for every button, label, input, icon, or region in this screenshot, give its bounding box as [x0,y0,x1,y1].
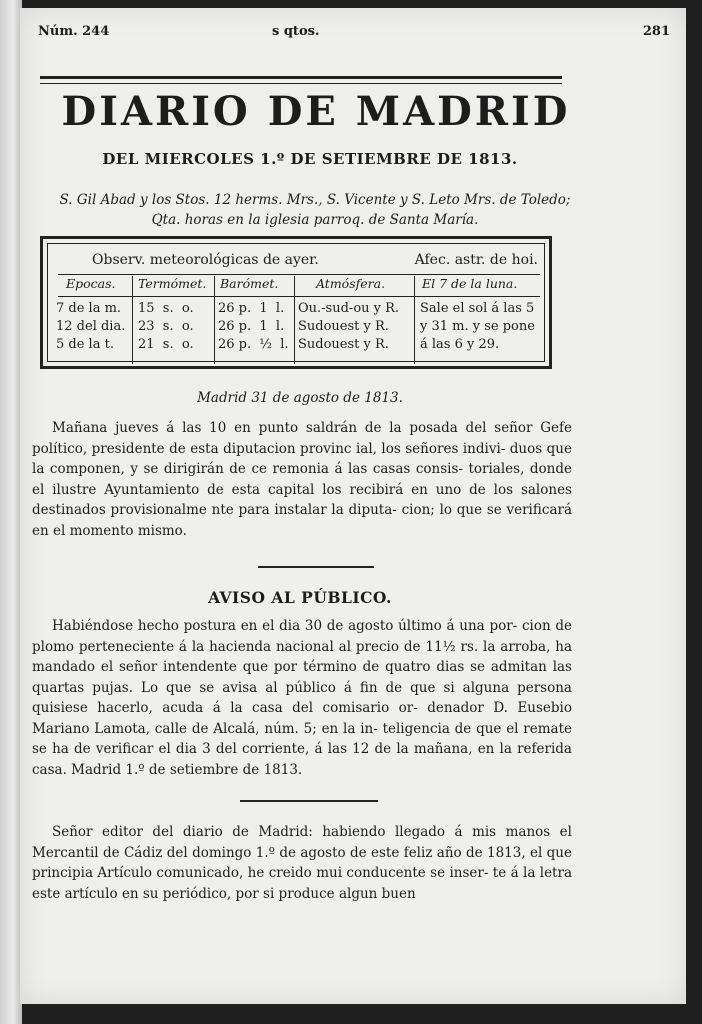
meteorology-inner-border [47,243,545,362]
row-0-baro: 26 p. 1 l. [218,301,285,316]
col-atmosfera: Atmósfera. [316,276,386,291]
issue-number: Núm. 244 [38,24,110,39]
page-number: 281 [642,24,670,39]
col-termometro: Termómet. [138,276,207,291]
section-divider [258,566,374,568]
book-gutter [0,0,22,1024]
row-1-baro: 26 p. 1 l. [218,319,285,334]
row-1-termo: 23 s. o. [138,319,194,334]
saints-line-2: Qta. horas en la iglesia parroq. de Santa María. [151,212,479,228]
astro-heading: Afec. astr. de hoi. [414,252,538,268]
col-epocas: Epocas. [66,276,116,291]
row-0-epoca: 7 de la m. [56,301,122,316]
meteorology-table [40,236,552,369]
article-body-2: Habiéndose hecho postura en el dia 30 de agosto último á una por- cion de plomo perteneciente á la hacienda nacional al precio de 11½ rs. la arroba, ha mandado el señor intendente que por término de quatro dias se admitan las quartas pujas. Lo que se avisa al público á fin de que si alguna persona quisiese hacerlo, acuda á la casa del comisario or- denador D. Eusebio Mariano Lamota, calle de Alcalá, núm. 5; en la in- teligencia de que el remate se ha de verificar el dia 3 del corriente, á las 12 de la mañana, en la referida casa. Madrid 1.º de setiembre de 1813. [32,618,572,778]
saints-of-the-day [34,190,596,230]
col-divider [294,276,295,364]
luna-line-0: Sale el sol á las 5 [420,301,535,316]
col-luna: El 7 de la luna. [422,276,518,291]
row-2-epoca: 5 de la t. [56,337,114,352]
meteo-rule-2 [58,296,540,297]
luna-line-1: y 31 m. y se pone [420,319,535,334]
issue-date: DEL MIERCOLES 1.º DE SETIEMBRE DE 1813. [102,150,518,168]
row-1-atmos: Sudouest y R. [298,319,389,334]
row-2-termo: 21 s. o. [138,337,194,352]
col-divider [132,276,133,364]
luna-line-2: á las 6 y 29. [420,337,500,352]
row-2-baro: 26 p. ½ l. [218,337,289,352]
aviso-heading: AVISO AL PÚBLICO. [208,588,392,607]
row-1-epoca: 12 del dia. [56,319,126,334]
col-divider [414,276,415,364]
article-dateline: Madrid 31 de agosto de 1813. [197,390,403,406]
header-rule-thin [40,83,562,84]
row-2-atmos: Sudouest y R. [298,337,389,352]
col-barometro: Barómet. [220,276,279,291]
meteo-heading: Observ. meteorológicas de ayer. [92,252,319,268]
section-divider [240,800,378,802]
masthead-title: DIARIO DE MADRID [61,88,571,135]
article-body-3: Señor editor del diario de Madrid: habiendo llegado á mis manos el Mercantil de Cádiz del domingo 1.º de agosto de este feliz año de 1813, el que principia Artículo comunicado, he creido mui conducente se inser- te á la letra este artículo en su periódico, por si produce algun buen [32,824,572,902]
col-divider [214,276,215,364]
meteo-rule-1 [58,274,540,275]
row-0-atmos: Ou.-sud-ou y R. [298,301,400,316]
signature-mark: s qtos. [272,24,320,39]
saints-line-1: S. Gil Abad y los Stos. 12 herms. Mrs., S. Vicente y S. Leto Mrs. de Toledo; [59,192,571,208]
article-body-1: Mañana jueves á las 10 en punto saldrán de la posada del señor Gefe político, presidente de esta diputacion provinc ial, los señores indivi- duos que la componen, y se dirigirán de ce remonia á las casas consis- toriales, donde el ilustre Ayuntamiento de esta capital los recibirá en uno de los salones destinados provisionalme nte para instalar la diputa- cion; lo que se verificará en el momento mismo. [32,420,572,539]
header-rule-thick [40,76,562,79]
row-0-termo: 15 s. o. [138,301,194,316]
